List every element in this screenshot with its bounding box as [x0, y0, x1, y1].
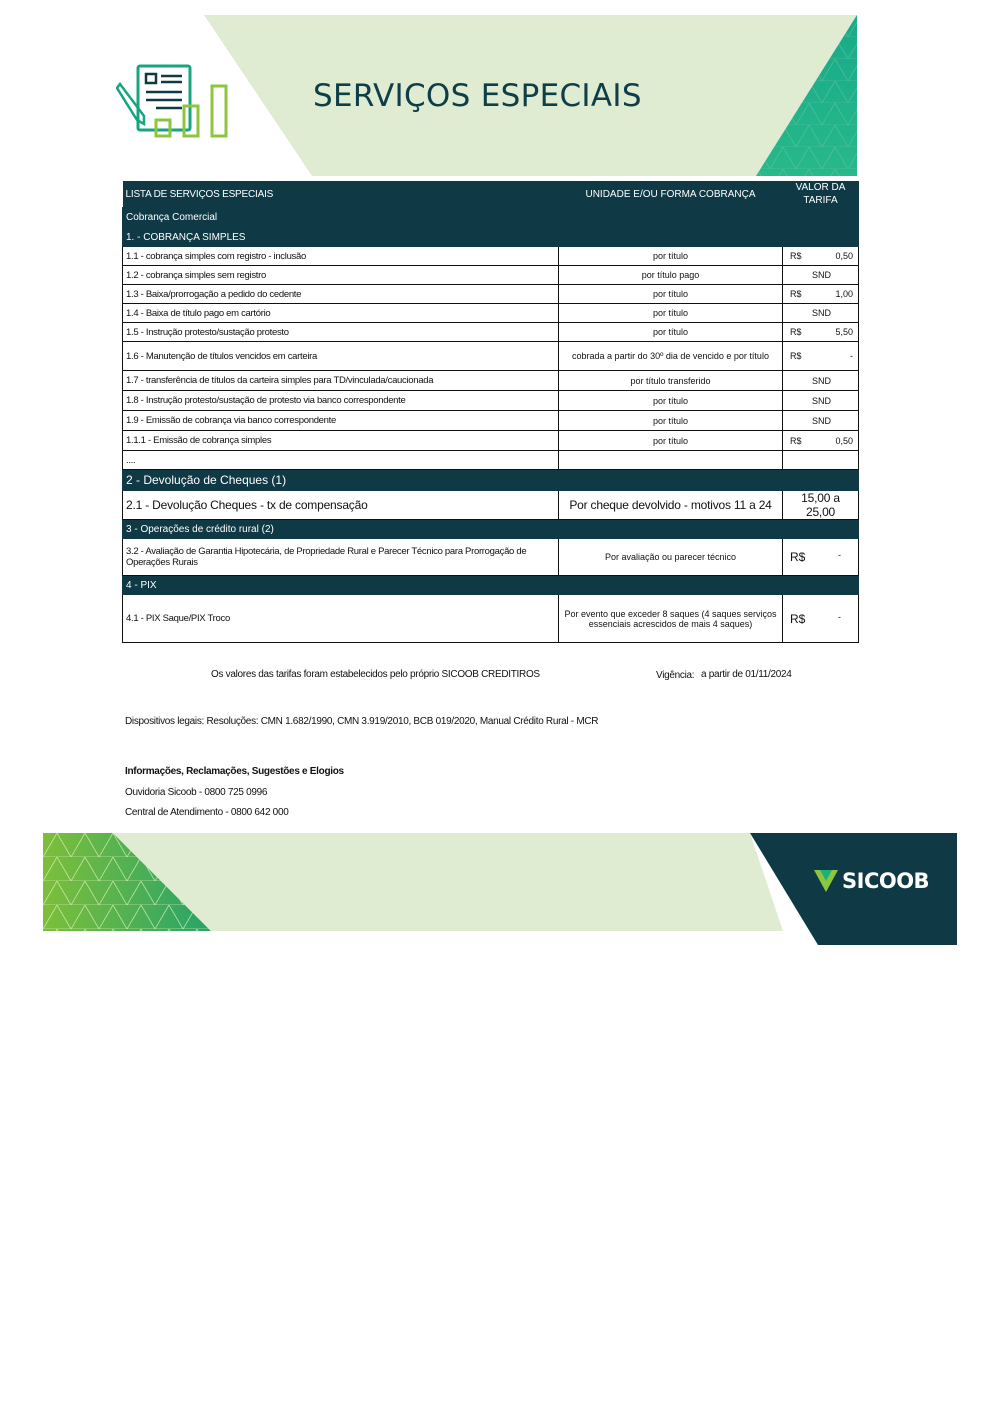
- charge-unit-cell: por título: [559, 431, 783, 451]
- tariff-value: SND: [811, 270, 831, 280]
- tariff-value-wrapper: [786, 270, 855, 280]
- table-row: [123, 266, 859, 285]
- tariff-value-wrapper: [786, 251, 855, 261]
- section-title: 4 - PIX: [123, 576, 859, 595]
- table-header-row: [123, 181, 859, 208]
- page-title: SERVIÇOS ESPECIAIS: [313, 78, 642, 114]
- column-header-value-line1: VALOR DA: [795, 182, 846, 193]
- sicoob-logo-text: SICOOB: [842, 869, 930, 893]
- central-contact: Central de Atendimento - 0800 642 000: [125, 807, 289, 818]
- sicoob-logo: [814, 869, 929, 893]
- section-header-row: [123, 470, 859, 491]
- table-row: [123, 539, 859, 576]
- section-header-row: [123, 520, 859, 539]
- service-name-cell: 1.8 - Instrução protesto/sustação de protesto via banco correspondente: [123, 391, 559, 411]
- tariff-value: 0,50: [835, 435, 853, 446]
- currency-symbol: R$: [790, 327, 802, 337]
- tariff-value-cell: [783, 247, 859, 266]
- tariff-value-wrapper: [786, 327, 855, 337]
- tariff-value-wrapper: [786, 612, 855, 626]
- vigencia-label: Vigência:: [656, 670, 695, 681]
- table-row: [123, 431, 859, 451]
- tariff-value-cell: [783, 539, 859, 576]
- tariff-value-wrapper: [786, 416, 855, 426]
- table-row: [123, 411, 859, 431]
- vigencia-value: a partir de 01/11/2024: [701, 669, 792, 680]
- category-label: Cobrança Comercial: [123, 208, 859, 228]
- tariff-value-wrapper: [786, 376, 855, 386]
- ouvidoria-contact: Ouvidoria Sicoob - 0800 725 0996: [125, 787, 268, 798]
- section-header-row: [123, 228, 859, 247]
- column-header-value: [783, 181, 859, 208]
- service-name-cell: 1.9 - Emissão de cobrança via banco correspondente: [123, 411, 559, 431]
- tariff-value-cell: [783, 342, 859, 371]
- currency-symbol: R$: [790, 611, 806, 626]
- service-name-cell: 1.3 - Baixa/prorrogação a pedido do cedente: [123, 285, 559, 304]
- legal-provisions-note: Dispositivos legais: Resoluções: CMN 1.682/1990, CMN 3.919/2010, BCB 019/2020, Manual Crédito Rural - MCR: [125, 716, 599, 727]
- charge-unit-cell: [559, 451, 783, 470]
- charge-unit-cell: por título: [559, 304, 783, 323]
- tariff-value-cell: [783, 266, 859, 285]
- service-name-cell: 1.1 - cobrança simples com registro - inclusão: [123, 247, 559, 266]
- service-name-cell: 1.6 - Manutenção de títulos vencidos em carteira: [123, 342, 559, 371]
- column-header-service: LISTA DE SERVIÇOS ESPECIAIS: [123, 181, 559, 208]
- column-header-value-line2: TARIFA: [803, 195, 838, 206]
- service-name-cell: ....: [123, 451, 559, 470]
- tariff-value-cell: [783, 371, 859, 391]
- tariff-value: -: [850, 351, 853, 361]
- table-row: [123, 451, 859, 470]
- tariff-value-cell: [783, 304, 859, 323]
- tariff-value: SND: [811, 308, 831, 318]
- section-title: 2 - Devolução de Cheques (1): [123, 470, 859, 491]
- charge-unit-cell: por título: [559, 323, 783, 342]
- tariff-value: SND: [811, 395, 831, 406]
- currency-symbol: R$: [790, 289, 802, 299]
- table-row: [123, 285, 859, 304]
- tariff-value: SND: [811, 375, 831, 386]
- tariff-value-wrapper: [786, 436, 855, 446]
- charge-unit-cell: Por cheque devolvido - motivos 11 a 24: [559, 491, 783, 520]
- tariff-value: 5,50: [835, 327, 853, 337]
- section-title: 1. - COBRANÇA SIMPLES: [123, 228, 859, 247]
- tariff-value-wrapper: [786, 550, 855, 564]
- service-name-cell: 2.1 - Devolução Cheques - tx de compensação: [123, 491, 559, 520]
- tariff-value-cell: [783, 323, 859, 342]
- service-name-cell: 1.1.1 - Emissão de cobrança simples: [123, 431, 559, 451]
- tariff-value-wrapper: [786, 308, 855, 318]
- category-row: [123, 208, 859, 228]
- charge-unit-cell: por título: [559, 411, 783, 431]
- charge-unit-cell: Por avaliação ou parecer técnico: [559, 539, 783, 576]
- service-name-cell: 3.2 - Avaliação de Garantia Hipotecária, de Propriedade Rural e Parecer Técnico para Prorrogação de Operações Rurais: [123, 539, 559, 576]
- table-row: [123, 595, 859, 643]
- charge-unit-cell: por título: [559, 391, 783, 411]
- service-name-cell: 1.4 - Baixa de título pago em cartório: [123, 304, 559, 323]
- table-row: [123, 371, 859, 391]
- service-name-cell: 4.1 - PIX Saque/PIX Troco: [123, 595, 559, 643]
- currency-symbol: R$: [790, 550, 806, 564]
- section-title: 3 - Operações de crédito rural (2): [123, 520, 859, 539]
- tariff-value-cell: 15,00 a 25,00: [783, 491, 859, 520]
- tariff-value-wrapper: [786, 289, 855, 299]
- tariff-value-cell: [783, 451, 859, 470]
- column-header-unit: UNIDADE E/OU FORMA COBRANÇA: [559, 181, 783, 208]
- table-row: [123, 323, 859, 342]
- section-header-row: [123, 576, 859, 595]
- tariff-value-cell: [783, 595, 859, 643]
- contact-title: Informações, Reclamações, Sugestões e Elogios: [125, 766, 344, 777]
- charge-unit-cell: por título: [559, 247, 783, 266]
- table-row: [123, 304, 859, 323]
- tariff-value: SND: [811, 415, 831, 426]
- sicoob-logo-icon: [814, 870, 838, 892]
- charge-unit-cell: por título pago: [559, 266, 783, 285]
- currency-symbol: R$: [790, 435, 802, 446]
- tariff-value: 1,00: [835, 289, 853, 299]
- currency-symbol: R$: [790, 251, 802, 261]
- service-name-cell: 1.2 - cobrança simples sem registro: [123, 266, 559, 285]
- charge-unit-cell: por título transferido: [559, 371, 783, 391]
- tariff-value: 0,50: [835, 251, 853, 261]
- tariff-table-body: [123, 181, 859, 643]
- tariff-value-cell: [783, 391, 859, 411]
- document-chart-icon: [116, 62, 234, 140]
- tariff-value: -: [838, 550, 841, 560]
- tariff-value-cell: [783, 411, 859, 431]
- tariff-value-wrapper: [786, 396, 855, 406]
- charge-unit-cell: cobrada a partir do 30º dia de vencido e por título: [559, 342, 783, 371]
- table-row: [123, 391, 859, 411]
- charge-unit-cell: Por evento que exceder 8 saques (4 saques serviços essenciais acrescidos de mais 4 saques): [559, 595, 783, 643]
- tariff-value-cell: [783, 285, 859, 304]
- tariff-source-note: Os valores das tarifas foram estabelecidos pelo próprio SICOOB CREDITIROS: [211, 669, 540, 680]
- charge-unit-cell: por título: [559, 285, 783, 304]
- tariff-value: -: [838, 611, 841, 622]
- table-row: [123, 491, 859, 520]
- table-row: [123, 247, 859, 266]
- currency-symbol: R$: [790, 351, 802, 361]
- service-name-cell: 1.7 - transferência de títulos da carteira simples para TD/vinculada/caucionada: [123, 371, 559, 391]
- tariff-table: [122, 181, 859, 643]
- tariff-value-cell: [783, 431, 859, 451]
- table-row: [123, 342, 859, 371]
- service-name-cell: 1.5 - Instrução protesto/sustação protesto: [123, 323, 559, 342]
- tariff-value-wrapper: [786, 351, 855, 361]
